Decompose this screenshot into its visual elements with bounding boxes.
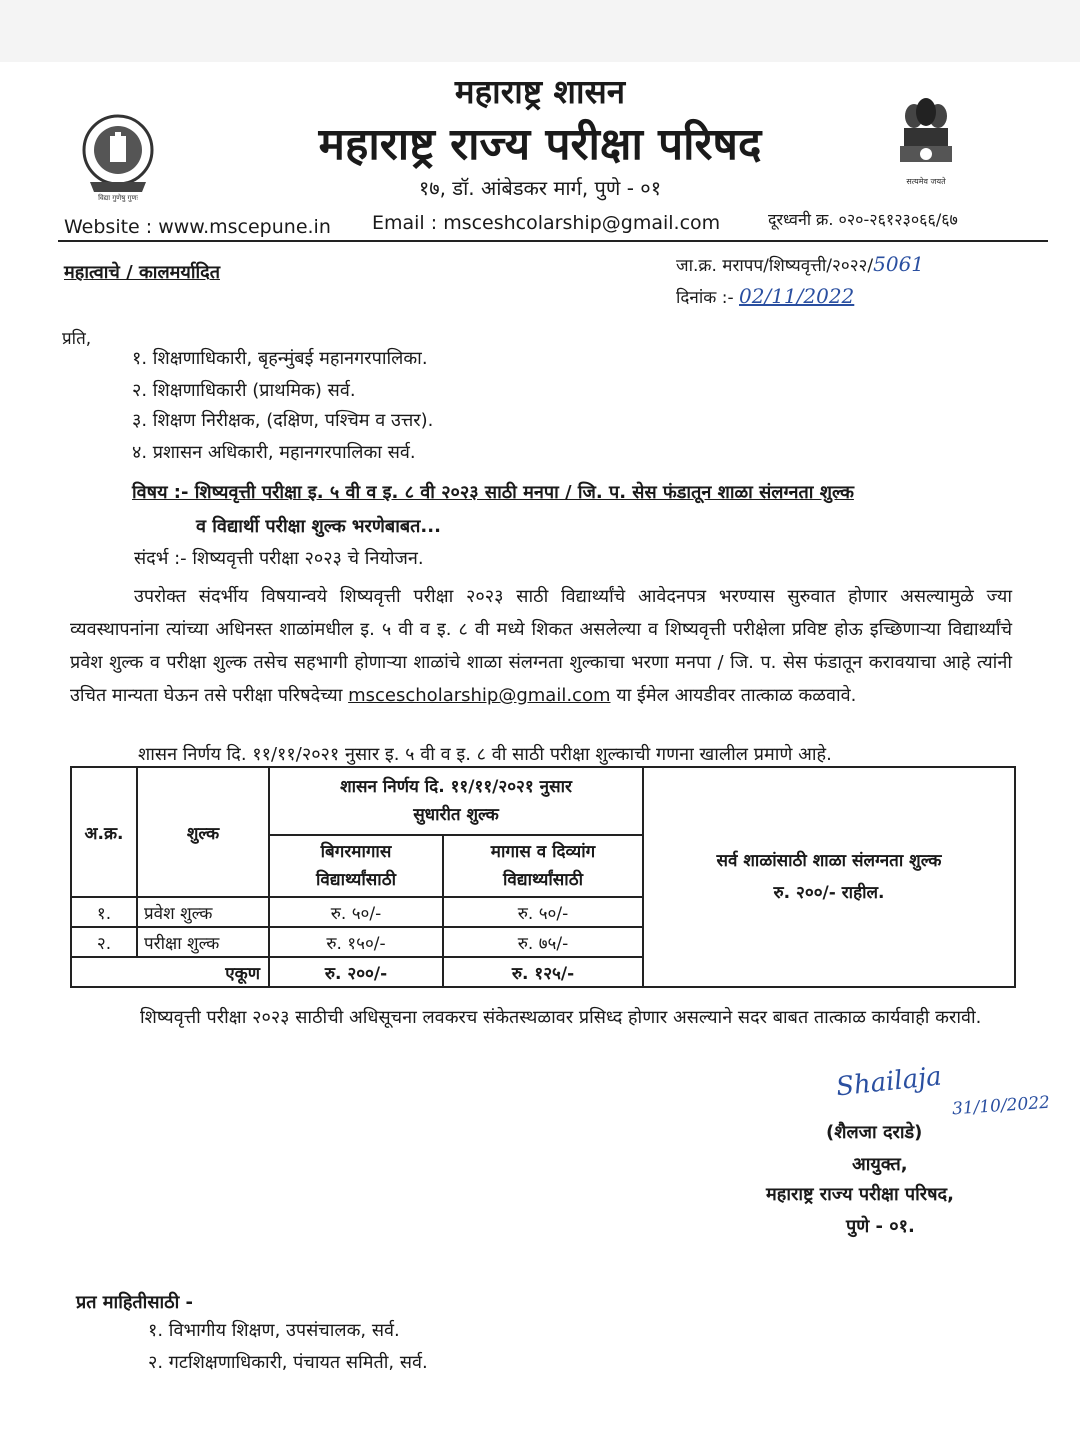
govt-title: महाराष्ट्र शासन [454, 72, 626, 111]
ref-label: जा.क्र. मरापप/शिष्यवृत्ती/२०२२/ [676, 256, 874, 276]
body-text-end: या ईमेल आयडीवर तात्काळ कळवावे. [610, 685, 857, 706]
row-fee: परीक्षा शुल्क [137, 927, 269, 957]
recipient-item: २. शिक्षणाधिकारी (प्राथमिक) सर्व. [132, 380, 356, 401]
reserved-line-1: मागास व दिव्यांग [490, 842, 596, 862]
letter-date [676, 284, 854, 308]
row-reserved: रु. ७५/- [443, 927, 643, 957]
subject-line-2: व विद्यार्थी परीक्षा शुल्क भरणेबाबत... [196, 516, 441, 537]
importance-label: महात्वाचे / कालमर्यादित [64, 262, 220, 283]
to-label: प्रति, [62, 329, 92, 349]
general-line-1: बिगरमागास [320, 842, 392, 862]
col-reserved-header [443, 835, 643, 897]
header-divider [58, 240, 1048, 242]
row-general: रु. ५०/- [269, 897, 443, 927]
reference-number [676, 252, 924, 276]
total-label: एकूण [71, 957, 269, 987]
subject-line-1: विषय :- शिष्यवृत्ती परीक्षा इ. ५ वी व इ. ८ वी २०२३ साठी मनपा / जि. प. सेस फंडातून शाळा संलग्नता शुल्क [132, 482, 854, 503]
total-reserved: रु. १२५/- [443, 957, 643, 987]
row-reserved: रु. ५०/- [443, 897, 643, 927]
logo-caption: विद्या गुणेषु गुणः [98, 194, 138, 202]
ref-handwritten: 5061 [873, 252, 925, 276]
signature-date: 31/10/2022 [951, 1092, 1051, 1120]
handwritten-signature: Shailaja [834, 1061, 944, 1103]
copy-to-title: प्रत माहितीसाठी - [76, 1292, 194, 1313]
fee-table [70, 766, 1016, 988]
col-revised-header [269, 767, 643, 835]
total-general: रु. २००/- [269, 957, 443, 987]
col-sr-header: अ.क्र. [71, 767, 137, 897]
col-general-header [269, 835, 443, 897]
copy-to-item: १. विभागीय शिक्षण, उपसंचालक, सर्व. [148, 1320, 400, 1341]
emblem-caption: सत्यमेव जयते [906, 177, 946, 186]
body-paragraph [70, 580, 1012, 712]
revised-line-2: सुधारीत शुल्क [413, 805, 499, 825]
reserved-line-2: विद्यार्थ्यांसाठी [503, 870, 583, 890]
affiliation-fee-cell [643, 767, 1015, 987]
row-sr: १. [71, 897, 137, 927]
letter-page [0, 62, 1080, 1439]
recipient-item: १. शिक्षणाधिकारी, बृहन्मुंबई महानगरपालिका. [132, 348, 428, 369]
email-link[interactable]: mscescholarship@gmail.com [348, 685, 611, 706]
signatory-designation: आयुक्त, [852, 1154, 908, 1175]
recipient-item: ४. प्रशासन अधिकारी, महानगरपालिका सर्व. [132, 442, 416, 463]
recipient-item: ३. शिक्षण निरीक्षक, (दक्षिण, पश्चिम व उत्तर). [132, 410, 434, 431]
website[interactable]: Website : www.mscepune.in [64, 216, 331, 238]
reference-line: संदर्भ :- शिष्यवृत्ती परीक्षा २०२३ चे नियोजन. [134, 548, 424, 569]
revised-line-1: शासन निर्णय दि. ११/११/२०२१ नुसार [340, 777, 572, 797]
gr-line: शासन निर्णय दि. ११/११/२०२१ नुसार इ. ५ वी व इ. ८ वी साठी परीक्षा शुल्काची गणना खालील प्रमाणे आहे. [138, 744, 832, 765]
phone: दूरध्वनी क्र. ०२०-२६१२३०६६/६७ [768, 210, 958, 229]
row-sr: २. [71, 927, 137, 957]
row-general: रु. १५०/- [269, 927, 443, 957]
copy-to-item: २. गटशिक्षणाधिकारी, पंचायत समिती, सर्व. [148, 1352, 428, 1373]
date-label: दिनांक :- [676, 288, 734, 308]
date-handwritten: 02/11/2022 [739, 284, 855, 308]
signatory-organization: महाराष्ट्र राज्य परीक्षा परिषद, [766, 1184, 954, 1205]
signatory-city: पुणे - ०१. [846, 1216, 915, 1237]
affiliation-line-2: रु. २००/- राहील. [773, 883, 885, 903]
signatory-name: (शैलजा दराडे) [826, 1122, 923, 1143]
subject [132, 476, 1002, 544]
council-title: महाराष्ट्र राज्य परीक्षा परिषद [318, 119, 762, 170]
closing-paragraph: शिष्यवृत्ती परीक्षा २०२३ साठीची अधिसूचना लवकरच संकेतस्थळावर प्रसिध्द होणार असल्याने सदर बाबत तात्काळ कार्यवाही करावी. [140, 1007, 982, 1028]
affiliation-line-1: सर्व शाळांसाठी शाळा संलग्नता शुल्क [716, 851, 942, 871]
row-fee: प्रवेश शुल्क [137, 897, 269, 927]
col-fee-header: शुल्क [137, 767, 269, 897]
address: १७, डॉ. आंबेडकर मार्ग, पुणे - ०१ [418, 176, 662, 200]
email-header[interactable]: Email : msceshcolarship@gmail.com [372, 212, 721, 234]
body-text: उपरोक्त संदर्भीय विषयान्वये शिष्यवृत्ती परीक्षा २०२३ साठी विद्यार्थ्यांचे आवेदनपत्र भरण्यास सुरुवात होणार असल्यामुळे ज्या व्यवस्थापनांना त्यांच्या अधिनस्त शाळांमधील इ. ५ वी व इ. ८ वी मध्ये शिकत असलेल्या व शिष्यवृत्ती परीक्षेला प्रविष्ट होऊ इच्छिणाऱ्या विद्यार्थ्यांचे प्रवेश शुल्क व परीक्षा शुल्क तसेच सहभागी होणाऱ्या शाळांचे शाळा संलग्नता शुल्काचा भरणा मनपा / जि. प. सेस फंडातून करावयाचा आहे त्यांनी उचित मान्यता घेऊन तसे परीक्षा परिषदेच्या [70, 586, 1012, 706]
general-line-2: विद्यार्थ्यांसाठी [316, 870, 396, 890]
